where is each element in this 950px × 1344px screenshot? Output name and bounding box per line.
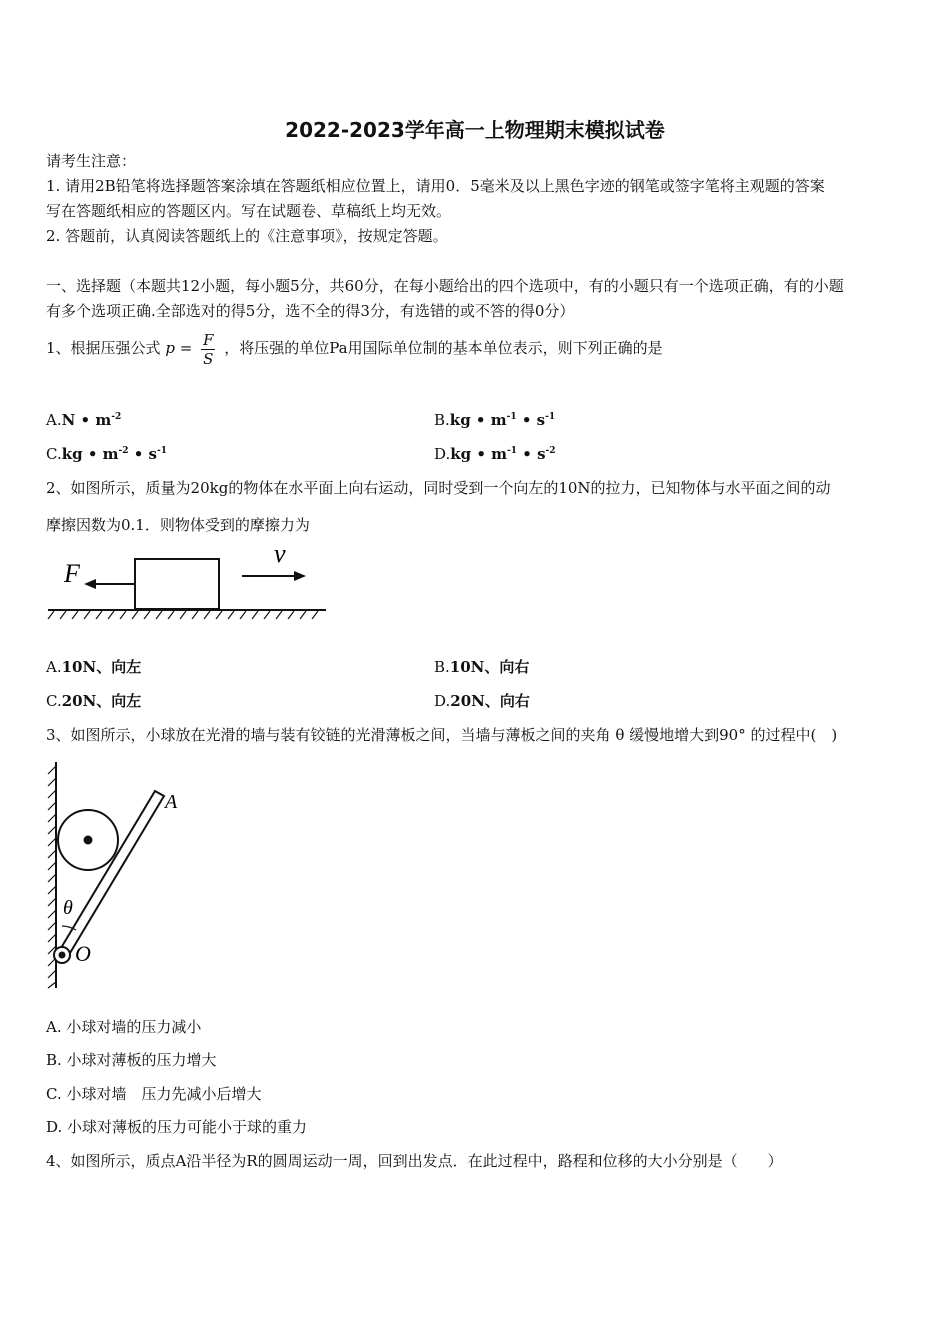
q1-option-b-sup2: -1 [545, 412, 556, 422]
q1-option-b-letter: B. [434, 411, 450, 429]
q2-option-b-text: 10N、向右 [449, 658, 530, 676]
q1-option-a-letter: A. [46, 411, 62, 429]
q1-option-d-sup2: -2 [545, 446, 556, 456]
board-label: A [165, 791, 178, 813]
q3-option-c[interactable]: C. 小球对墙 压力先减小后增大 [46, 1085, 262, 1103]
angle-label: θ [63, 897, 73, 919]
block [135, 559, 219, 609]
velocity-label: v [274, 540, 286, 568]
page-title: 2022-2023学年高一上物理期末模拟试卷 [285, 118, 665, 142]
notice-heading: 请考生注意： [46, 152, 137, 170]
question-2-stem-line-1: 2、如图所示，质量为20kg的物体在水平面上向右运动，同时受到一个向左的10N的拉力，已知物体与水平面之间的动 [46, 479, 831, 497]
q2-option-c-letter: C. [46, 692, 62, 710]
force-arrow-head [84, 579, 96, 589]
q1-option-a-sup: -2 [111, 412, 122, 422]
q2-option-b-letter: B. [434, 658, 450, 676]
q1-option-c-text2: • s [128, 445, 157, 463]
pivot-label: O [75, 941, 91, 966]
ball-center-dot [84, 836, 93, 845]
question-4-stem: 4、如图所示，质点A沿半径为R的圆周运动一周，回到出发点．在此过程中，路程和位移的大小分别是（ ） [46, 1152, 783, 1170]
q2-option-c-text: 20N、向左 [61, 692, 142, 710]
q3-option-b[interactable]: B. 小球对薄板的压力增大 [46, 1051, 217, 1069]
q1-option-d-sup1: -1 [507, 446, 518, 456]
q1-option-b-text1: kg • m [449, 411, 507, 429]
q2-option-d-letter: D. [434, 692, 451, 710]
q2-option-c[interactable] [46, 691, 141, 711]
question-1-stem [46, 328, 663, 368]
velocity-arrow-head [294, 571, 306, 581]
section-heading-line-2: 有多个选项正确.全部选对的得5分，选不全的得3分，有选错的或不答的得0分） [46, 302, 575, 320]
q2-option-a-letter: A. [46, 658, 62, 676]
q2-block-figure [44, 540, 334, 625]
q1-option-d-text2: • s [517, 445, 546, 463]
section-heading-line-1: 一、选择题（本题共12小题，每小题5分，共60分，在每小题给出的四个选项中，有的小题只有一个选项正确，有的小题 [46, 277, 844, 295]
q2-option-d[interactable] [434, 691, 530, 711]
q2-option-a[interactable] [46, 657, 141, 677]
force-label: F [64, 559, 80, 588]
q1-option-d-letter: D. [434, 445, 451, 463]
q1-option-a-text: N • m [61, 411, 112, 429]
q3-option-d[interactable]: D. 小球对薄板的压力可能小于球的重力 [46, 1118, 308, 1136]
q2-option-b[interactable] [434, 657, 529, 677]
question-3-stem: 3、如图所示，小球放在光滑的墙与装有铰链的光滑薄板之间，当墙与薄板之间的夹角 θ 缓慢地增大到90° 的过程中( ) [46, 726, 838, 744]
q1-option-b-text2: • s [516, 411, 546, 429]
q1-option-a[interactable] [46, 410, 121, 430]
q1-option-c-sup1: -2 [118, 446, 129, 456]
q1-option-b[interactable] [434, 410, 555, 430]
notice-item-1-line-2: 写在答题纸相应的答题区内。写在试题卷、草稿纸上均无效。 [46, 202, 452, 220]
q3-option-a[interactable]: A. 小球对墙的压力减小 [46, 1018, 202, 1036]
q2-option-d-text: 20N、向右 [450, 692, 530, 710]
q1-option-b-sup1: -1 [506, 412, 517, 422]
q2-option-a-text: 10N、向左 [61, 658, 142, 676]
ground-hatching [48, 611, 318, 619]
q1-option-c[interactable] [46, 444, 167, 464]
q3-wall-board-figure [40, 758, 190, 993]
q1-option-d[interactable] [434, 444, 556, 464]
q1-formula-lhs: p = [165, 339, 193, 357]
q1-suffix: ，将压强的单位Pa用国际单位制的基本单位表示，则下列正确的是 [224, 339, 663, 357]
q1-option-d-text1: kg • m [450, 445, 508, 463]
q1-option-c-sup2: -1 [157, 446, 167, 456]
q1-formula-numerator: F [203, 330, 214, 349]
q1-prefix: 1、根据压强公式 [46, 339, 161, 357]
q1-option-c-text1: kg • m [61, 445, 119, 463]
notice-item-1-line-1: 1. 请用2B铅笔将选择题答案涂填在答题纸相应位置上，请用0．5毫米及以上黑色字迹的钢笔或签字笔将主观题的答案 [46, 177, 825, 195]
question-2-stem-line-2: 摩擦因数为0.1．则物体受到的摩擦力为 [46, 516, 310, 534]
hinge-center [59, 952, 66, 959]
q1-formula-fraction [201, 331, 215, 368]
notice-item-2: 2. 答题前，认真阅读答题纸上的《注意事项》，按规定答题。 [46, 227, 448, 245]
q1-formula-denominator: S [203, 349, 214, 368]
q1-option-c-letter: C. [46, 445, 62, 463]
